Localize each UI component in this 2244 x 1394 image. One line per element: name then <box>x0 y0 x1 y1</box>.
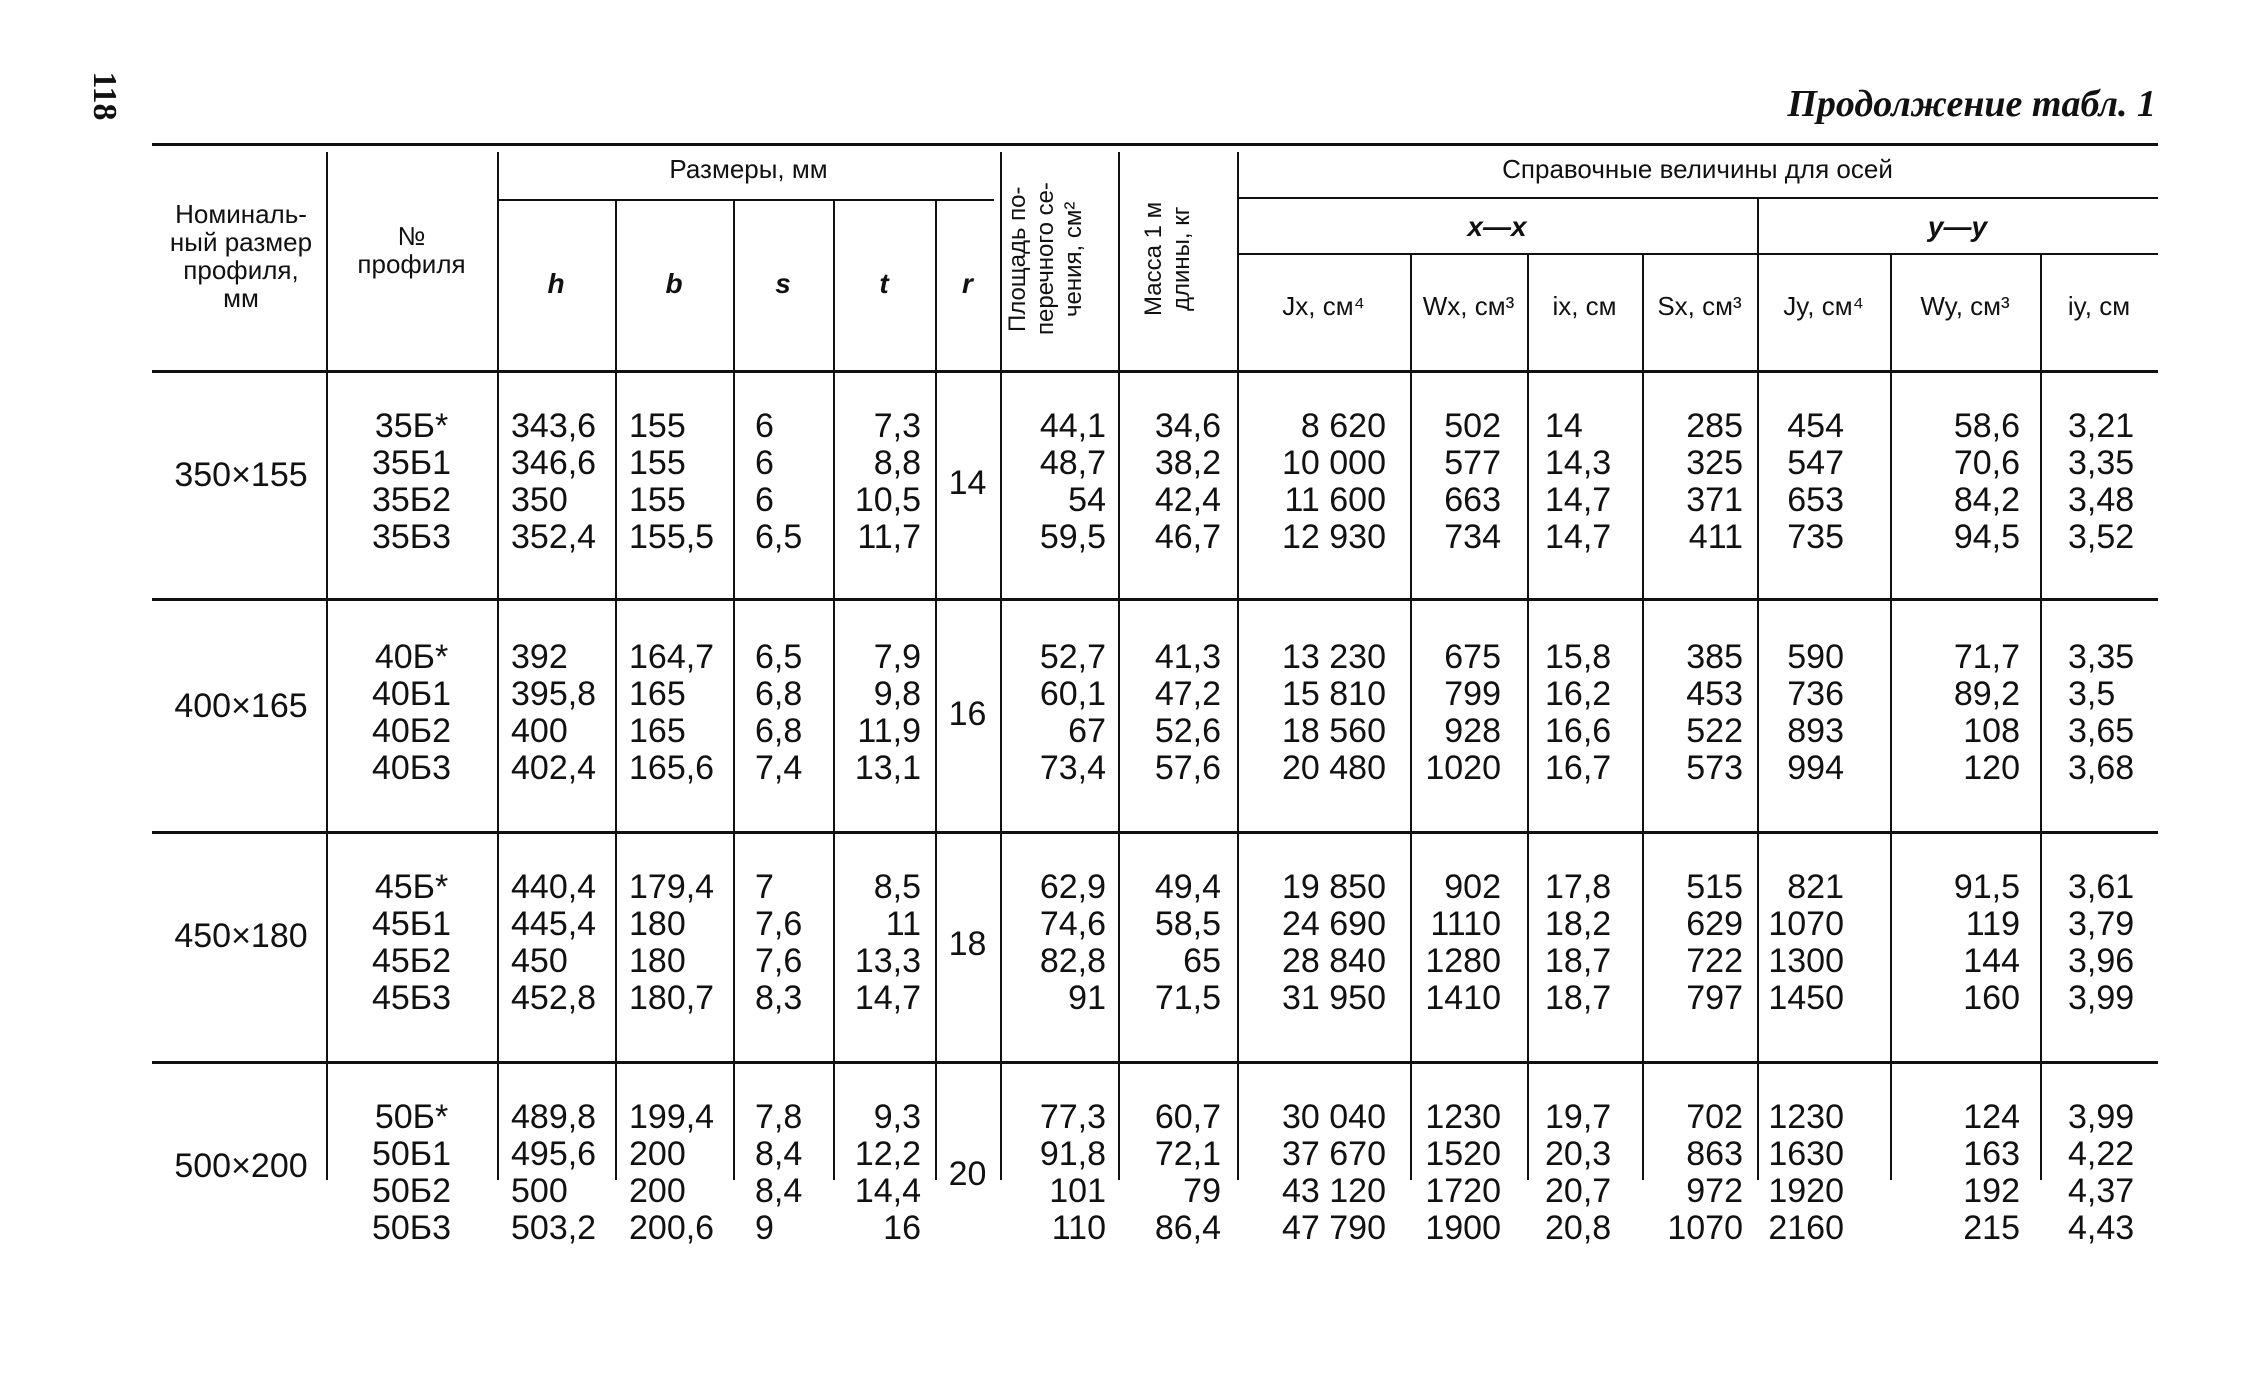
cell-b: 164,7 <box>629 638 715 676</box>
header-t: t <box>879 268 889 299</box>
cell-area: 77,3 <box>1039 1098 1106 1136</box>
column-rule-5 <box>935 199 937 1180</box>
cell-Jy: 653 <box>1787 481 1844 519</box>
column-rule-2 <box>615 199 617 1180</box>
cell-area: 101 <box>1049 1172 1106 1210</box>
dimensions-rule <box>497 199 994 201</box>
group-nominal-1: 400×165 <box>174 687 308 725</box>
cell-ix: 16,2 <box>1545 675 1612 713</box>
cell-Jy: 1630 <box>1768 1135 1844 1173</box>
cell-mass: 38,2 <box>1154 444 1221 482</box>
cell-Wx: 928 <box>1444 712 1501 750</box>
cell-s: 6 <box>755 444 774 482</box>
cell-s: 6,8 <box>755 675 803 713</box>
cell-ix: 14,7 <box>1545 518 1612 556</box>
cell-Jx: 30 040 <box>1282 1098 1386 1136</box>
cell-t: 12,2 <box>854 1135 921 1173</box>
cell-s: 7,6 <box>755 905 803 943</box>
group-r-1: 16 <box>948 695 987 733</box>
cell-Jx: 13 230 <box>1282 638 1386 676</box>
cell-h: 440,4 <box>511 868 597 906</box>
group-r-0: 14 <box>948 464 987 502</box>
cell-s: 6,5 <box>755 638 803 676</box>
group-nominal-2: 450×180 <box>174 917 308 955</box>
cell-Sx: 522 <box>1686 712 1743 750</box>
cell-mass: 42,4 <box>1154 481 1221 519</box>
reference-rule <box>1237 197 2158 199</box>
cell-ix: 18,7 <box>1545 979 1612 1017</box>
cell-ix: 20,8 <box>1545 1209 1612 1247</box>
cell-b: 180 <box>629 905 686 943</box>
group-r-2: 18 <box>948 925 987 963</box>
cell-Jx: 12 930 <box>1282 518 1386 556</box>
cell-Sx: 411 <box>1688 518 1743 556</box>
header-Jy: Jy, см⁴ <box>1783 291 1864 321</box>
cell-mass: 57,6 <box>1154 749 1221 787</box>
cell-Jx: 15 810 <box>1282 675 1386 713</box>
cell-no: 45Б2 <box>371 942 452 980</box>
cell-Sx: 797 <box>1686 979 1743 1017</box>
cell-iy: 3,61 <box>2068 868 2135 906</box>
cell-no: 40Б* <box>374 638 449 676</box>
cell-Wx: 502 <box>1444 407 1501 445</box>
cell-b: 199,4 <box>629 1098 715 1136</box>
cell-ix: 20,7 <box>1545 1172 1612 1210</box>
cell-Sx: 371 <box>1686 481 1743 519</box>
cell-mass: 49,4 <box>1154 868 1221 906</box>
cell-s: 6 <box>755 407 774 445</box>
cell-ix: 14 <box>1545 407 1583 445</box>
cell-Jy: 1450 <box>1768 979 1844 1017</box>
cell-Wx: 1410 <box>1425 979 1501 1017</box>
header-Wy: Wy, см³ <box>1920 291 2010 321</box>
cell-Wy: 160 <box>1963 979 2020 1017</box>
cell-h: 445,4 <box>511 905 597 943</box>
page-number: 118 <box>86 71 123 121</box>
cell-area: 59,5 <box>1039 518 1106 556</box>
header-Wx: Wx, см³ <box>1422 291 1515 321</box>
cell-t: 11 <box>885 905 921 943</box>
cell-t: 14,4 <box>854 1172 921 1210</box>
cell-iy: 3,35 <box>2068 638 2135 676</box>
group-rule-3 <box>152 1061 2158 1064</box>
cell-no: 45Б* <box>374 868 449 906</box>
cell-Wx: 1720 <box>1425 1172 1501 1210</box>
cell-Jy: 1300 <box>1768 942 1844 980</box>
cell-b: 155,5 <box>629 518 715 556</box>
cell-Jy: 735 <box>1787 518 1844 556</box>
cell-mass: 72,1 <box>1154 1135 1221 1173</box>
continuation-title: Продолжение табл. 1 <box>1787 83 2156 125</box>
cell-ix: 18,2 <box>1545 905 1612 943</box>
cell-iy: 3,96 <box>2068 942 2135 980</box>
header-dimensions: Размеры, мм <box>669 154 828 184</box>
cell-b: 165 <box>629 675 686 713</box>
cell-Jy: 1230 <box>1768 1098 1844 1136</box>
cell-Jx: 28 840 <box>1282 942 1386 980</box>
cell-s: 6,8 <box>755 712 803 750</box>
cell-mass: 79 <box>1183 1172 1221 1210</box>
cell-h: 495,6 <box>511 1135 597 1173</box>
group-rule-2 <box>152 831 2158 834</box>
cell-area: 74,6 <box>1039 905 1106 943</box>
header-top-rule <box>152 143 2158 146</box>
cell-Jx: 20 480 <box>1282 749 1386 787</box>
cell-Wy: 71,7 <box>1953 638 2020 676</box>
cell-ix: 20,3 <box>1545 1135 1612 1173</box>
cell-Wx: 1520 <box>1425 1135 1501 1173</box>
cell-b: 180 <box>629 942 686 980</box>
cell-Wy: 120 <box>1963 749 2020 787</box>
cell-area: 62,9 <box>1039 868 1106 906</box>
cell-t: 8,8 <box>873 444 921 482</box>
cell-t: 9,3 <box>873 1098 921 1136</box>
header-axis-y: y—y <box>1927 211 1988 242</box>
cell-h: 400 <box>511 712 568 750</box>
cell-no: 50Б2 <box>371 1172 452 1210</box>
cell-Wx: 675 <box>1444 638 1501 676</box>
cell-b: 155 <box>629 444 686 482</box>
cell-Wy: 192 <box>1963 1172 2020 1210</box>
cell-h: 352,4 <box>511 518 597 556</box>
cell-t: 13,1 <box>854 749 921 787</box>
cell-area: 48,7 <box>1039 444 1106 482</box>
cell-iy: 3,68 <box>2068 749 2135 787</box>
cell-area: 91,8 <box>1039 1135 1106 1173</box>
cell-mass: 60,7 <box>1154 1098 1221 1136</box>
cell-Jy: 2160 <box>1768 1209 1844 1247</box>
cell-b: 179,4 <box>629 868 715 906</box>
cell-Jx: 8 620 <box>1300 407 1386 445</box>
cell-no: 50Б* <box>374 1098 449 1136</box>
cell-s: 6,5 <box>755 518 803 556</box>
cell-Wy: 144 <box>1963 942 2020 980</box>
cell-mass: 41,3 <box>1154 638 1221 676</box>
cell-b: 155 <box>629 481 686 519</box>
cell-Wy: 70,6 <box>1953 444 2020 482</box>
cell-b: 165,6 <box>629 749 715 787</box>
cell-Wx: 1230 <box>1425 1098 1501 1136</box>
cell-Jy: 821 <box>1787 868 1844 906</box>
group-nominal-0: 350×155 <box>174 456 308 494</box>
cell-iy: 4,37 <box>2068 1172 2135 1210</box>
column-rule-10 <box>1527 253 1529 1180</box>
header-nominal-size: Номиналь- ный размер профиля, мм <box>169 199 313 313</box>
cell-ix: 19,7 <box>1545 1098 1612 1136</box>
cell-Jx: 47 790 <box>1282 1209 1386 1247</box>
cell-iy: 3,21 <box>2068 407 2135 445</box>
cell-Jx: 24 690 <box>1282 905 1386 943</box>
cell-iy: 3,99 <box>2068 1098 2135 1136</box>
cell-h: 500 <box>511 1172 568 1210</box>
axis-x-rule <box>1237 253 1757 255</box>
cell-Wy: 91,5 <box>1953 868 2020 906</box>
cell-h: 452,8 <box>511 979 597 1017</box>
cell-Sx: 702 <box>1686 1098 1743 1136</box>
column-rule-1 <box>497 152 499 1180</box>
cell-area: 44,1 <box>1039 407 1106 445</box>
cell-b: 200,6 <box>629 1209 715 1247</box>
cell-Sx: 722 <box>1686 942 1743 980</box>
cell-s: 8,4 <box>755 1135 803 1173</box>
cell-t: 10,5 <box>854 481 921 519</box>
cell-mass: 52,6 <box>1154 712 1221 750</box>
cell-h: 402,4 <box>511 749 597 787</box>
cell-t: 7,9 <box>873 638 921 676</box>
cell-Jy: 994 <box>1787 749 1844 787</box>
cell-Jx: 10 000 <box>1282 444 1386 482</box>
cell-Jx: 43 120 <box>1282 1172 1386 1210</box>
cell-mass: 86,4 <box>1154 1209 1221 1247</box>
cell-no: 40Б1 <box>371 675 452 713</box>
group-rule-1 <box>152 598 2158 601</box>
cell-area: 67 <box>1068 712 1106 750</box>
cell-t: 13,3 <box>854 942 921 980</box>
header-Jx: Jx, см⁴ <box>1282 291 1365 321</box>
cell-h: 489,8 <box>511 1098 597 1136</box>
cell-no: 40Б2 <box>371 712 452 750</box>
cell-Wx: 1280 <box>1425 942 1501 980</box>
cell-h: 395,8 <box>511 675 597 713</box>
cell-iy: 3,5 <box>2068 675 2116 713</box>
cell-iy: 3,35 <box>2068 444 2135 482</box>
cell-Jx: 19 850 <box>1282 868 1386 906</box>
cell-h: 392 <box>511 638 568 676</box>
cell-Sx: 863 <box>1686 1135 1743 1173</box>
cell-Wx: 1110 <box>1430 905 1501 943</box>
cell-Jy: 1070 <box>1768 905 1844 943</box>
cell-Sx: 385 <box>1686 638 1743 676</box>
header-Sx: Sx, см³ <box>1657 291 1742 321</box>
cell-b: 165 <box>629 712 686 750</box>
cell-t: 8,5 <box>873 868 921 906</box>
header-h: h <box>547 268 565 299</box>
cell-no: 45Б3 <box>371 979 452 1017</box>
header-ix: ix, см <box>1552 291 1617 321</box>
cell-Wx: 799 <box>1444 675 1501 713</box>
cell-s: 7,4 <box>755 749 803 787</box>
cell-mass: 71,5 <box>1154 979 1221 1017</box>
cell-no: 35Б3 <box>371 518 452 556</box>
cell-mass: 65 <box>1183 942 1221 980</box>
cell-mass: 47,2 <box>1154 675 1221 713</box>
cell-Sx: 1070 <box>1667 1209 1743 1247</box>
cell-s: 7,6 <box>755 942 803 980</box>
group-r-3: 20 <box>948 1155 987 1193</box>
header-bottom-rule <box>152 370 2158 373</box>
cell-area: 91 <box>1068 979 1106 1017</box>
cell-ix: 18,7 <box>1545 942 1612 980</box>
cell-Sx: 325 <box>1686 444 1743 482</box>
cell-Wy: 124 <box>1963 1098 2020 1136</box>
cell-area: 110 <box>1051 1209 1106 1247</box>
cell-no: 40Б3 <box>371 749 452 787</box>
cell-ix: 14,7 <box>1545 481 1612 519</box>
cell-Wy: 84,2 <box>1953 481 2020 519</box>
cell-b: 180,7 <box>629 979 715 1017</box>
cell-Jx: 37 670 <box>1282 1135 1386 1173</box>
cell-b: 200 <box>629 1172 686 1210</box>
column-rule-3 <box>733 199 735 1180</box>
cell-area: 52,7 <box>1039 638 1106 676</box>
cell-Wy: 119 <box>1965 905 2020 943</box>
cell-Sx: 972 <box>1686 1172 1743 1210</box>
cell-Sx: 453 <box>1686 675 1743 713</box>
cell-b: 155 <box>629 407 686 445</box>
cell-Jy: 590 <box>1787 638 1844 676</box>
cell-Wy: 215 <box>1963 1209 2020 1247</box>
cell-t: 11,9 <box>857 712 921 750</box>
cell-Wy: 163 <box>1963 1135 2020 1173</box>
cell-t: 11,7 <box>857 518 921 556</box>
cell-h: 350 <box>511 481 568 519</box>
cell-area: 60,1 <box>1039 675 1106 713</box>
cell-Jx: 31 950 <box>1282 979 1386 1017</box>
cell-b: 200 <box>629 1135 686 1173</box>
cell-iy: 4,22 <box>2068 1135 2135 1173</box>
cell-Jx: 11 600 <box>1284 481 1386 519</box>
group-nominal-3: 500×200 <box>174 1147 308 1185</box>
cell-ix: 15,8 <box>1545 638 1612 676</box>
header-r: r <box>962 268 973 299</box>
cell-h: 450 <box>511 942 568 980</box>
cell-h: 503,2 <box>511 1209 597 1247</box>
cell-Jx: 18 560 <box>1282 712 1386 750</box>
column-rule-14 <box>2040 253 2042 1180</box>
cell-no: 45Б1 <box>371 905 452 943</box>
cell-area: 54 <box>1068 481 1106 519</box>
cell-Jy: 736 <box>1787 675 1844 713</box>
cell-mass: 34,6 <box>1154 407 1221 445</box>
cell-Wy: 108 <box>1963 712 2020 750</box>
header-b: b <box>665 268 683 299</box>
header-profile-no: № профиля <box>357 221 466 279</box>
cell-Sx: 515 <box>1686 868 1743 906</box>
cell-ix: 14,3 <box>1545 444 1612 482</box>
cell-s: 8,4 <box>755 1172 803 1210</box>
cell-h: 343,6 <box>511 407 597 445</box>
cell-area: 82,8 <box>1039 942 1106 980</box>
cell-Wy: 58,6 <box>1953 407 2020 445</box>
cell-Jy: 893 <box>1787 712 1844 750</box>
cell-s: 8,3 <box>755 979 803 1017</box>
header-s: s <box>775 268 791 299</box>
header-reference: Справочные величины для осей <box>1502 154 1893 184</box>
cell-s: 9 <box>755 1209 774 1247</box>
cell-mass: 58,5 <box>1154 905 1221 943</box>
cell-Wy: 94,5 <box>1953 518 2020 556</box>
cell-iy: 3,99 <box>2068 979 2135 1017</box>
cell-t: 16 <box>883 1209 921 1247</box>
cell-no: 35Б* <box>374 407 449 445</box>
cell-Jy: 1920 <box>1768 1172 1844 1210</box>
cell-iy: 3,65 <box>2068 712 2135 750</box>
header-iy: iy, см <box>2067 291 2131 321</box>
cell-t: 14,7 <box>854 979 921 1017</box>
cell-no: 50Б3 <box>371 1209 452 1247</box>
header-area: Площадь по- перечного се- чения, см² <box>1004 182 1087 336</box>
cell-Wx: 1900 <box>1425 1209 1501 1247</box>
cell-ix: 16,6 <box>1545 712 1612 750</box>
cell-iy: 3,79 <box>2068 905 2135 943</box>
cell-Jy: 454 <box>1787 407 1844 445</box>
cell-t: 9,8 <box>873 675 921 713</box>
cell-no: 35Б2 <box>371 481 452 519</box>
header-axis-x: x—x <box>1467 211 1527 242</box>
cell-Wx: 1020 <box>1425 749 1501 787</box>
cell-Sx: 573 <box>1686 749 1743 787</box>
cell-Sx: 285 <box>1686 407 1743 445</box>
cell-s: 6 <box>755 481 774 519</box>
cell-mass: 46,7 <box>1154 518 1221 556</box>
cell-iy: 3,48 <box>2068 481 2135 519</box>
cell-s: 7 <box>755 868 774 906</box>
cell-no: 35Б1 <box>371 444 452 482</box>
cell-Jy: 547 <box>1787 444 1844 482</box>
header-mass: Масса 1 м длины, кг <box>1140 201 1195 317</box>
cell-Wx: 734 <box>1444 518 1501 556</box>
cell-no: 50Б1 <box>371 1135 452 1173</box>
cell-area: 73,4 <box>1039 749 1106 787</box>
axis-y-rule <box>1757 253 2158 255</box>
cell-Wx: 902 <box>1444 868 1501 906</box>
cell-t: 7,3 <box>873 407 921 445</box>
cell-Wx: 663 <box>1444 481 1501 519</box>
cell-s: 7,8 <box>755 1098 803 1136</box>
cell-h: 346,6 <box>511 444 597 482</box>
cell-ix: 16,7 <box>1545 749 1612 787</box>
cell-iy: 4,43 <box>2068 1209 2135 1247</box>
cell-iy: 3,52 <box>2068 518 2135 556</box>
cell-ix: 17,8 <box>1545 868 1612 906</box>
cell-Sx: 629 <box>1686 905 1743 943</box>
cell-Wx: 577 <box>1444 444 1501 482</box>
cell-Wy: 89,2 <box>1953 675 2020 713</box>
